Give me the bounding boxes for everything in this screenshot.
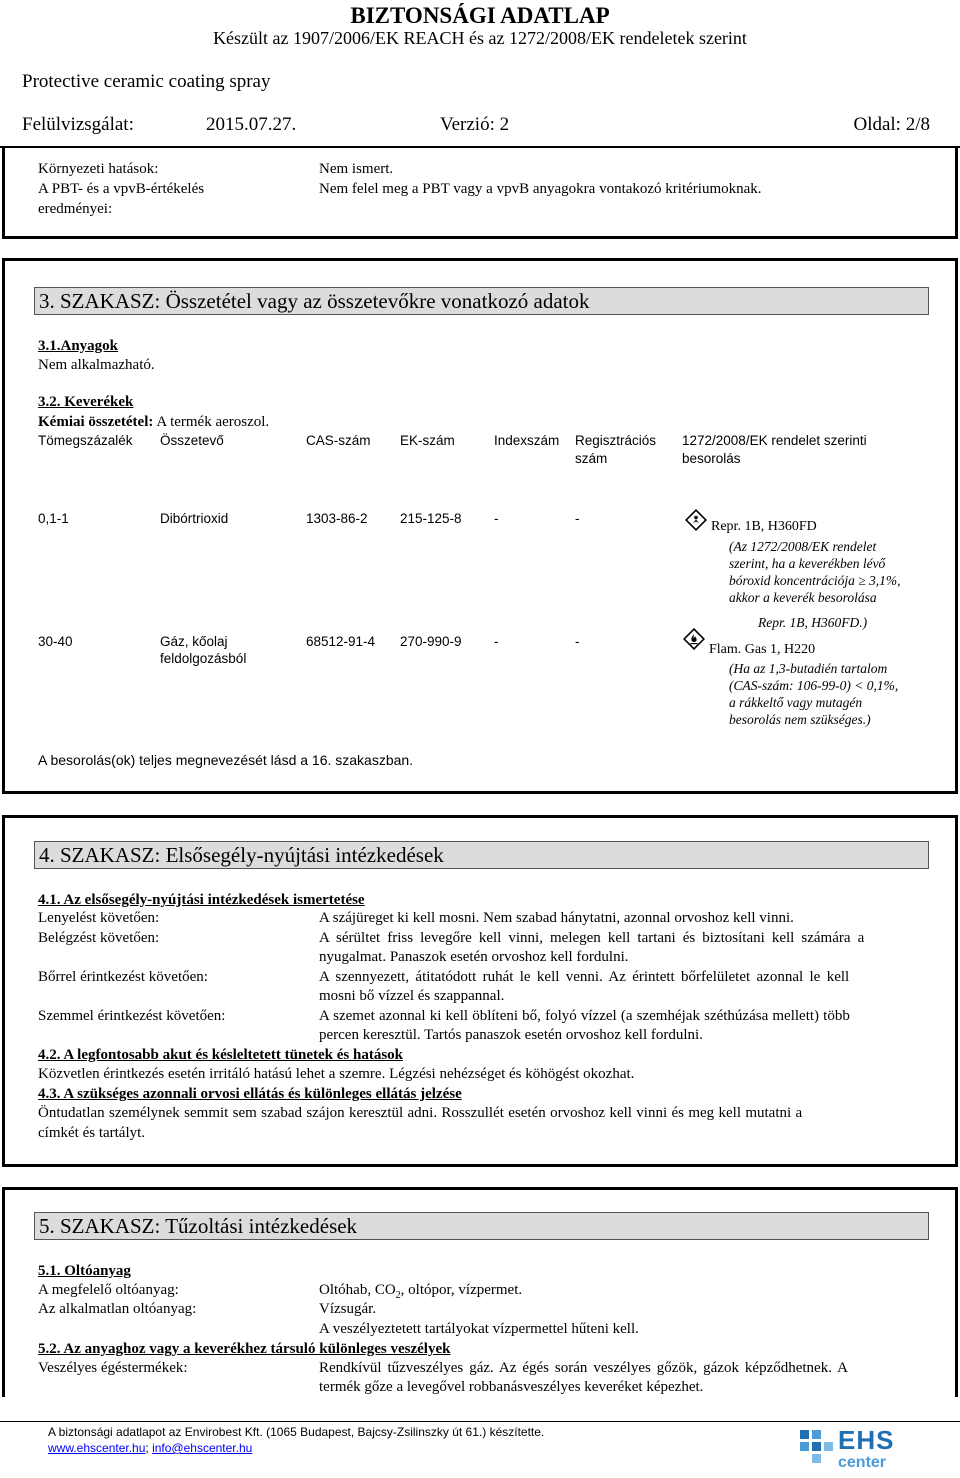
s3-frame-bottom	[2, 791, 958, 794]
row1-note-3: bóroxid koncentrációja ≥ 3,1%,	[729, 573, 901, 588]
suitable-value-b: , oltópor, vízpermet.	[400, 1282, 523, 1298]
footer-separator: ;	[145, 1441, 153, 1455]
product-name: Protective ceramic coating spray	[22, 71, 271, 92]
col-classification: 1272/2008/EK rendelet szerinti	[682, 433, 867, 448]
col-ek: EK-szám	[400, 433, 455, 448]
s3-footnote: A besorolás(ok) teljes megnevezését lásd a 16. szakaszban.	[38, 752, 414, 768]
row2-index: -	[494, 634, 499, 649]
footer-divider	[0, 1421, 960, 1422]
document-title: BIZTONSÁGI ADATLAP	[350, 3, 610, 28]
row1-note-2: szerint, ha a keverékben lévő	[729, 556, 886, 571]
s4-item2-text-2: nyugalmat. Panaszok esetén orvoshoz kell fordulni.	[319, 949, 629, 965]
s4-item1-label: Lenyelést követően:	[38, 910, 160, 926]
s3-sub1: 3.1.Anyagok	[38, 338, 119, 354]
footer-author: A biztonsági adatlapot az Envirobest Kft. (1065 Budapest, Bajcsy-Zsilinszky út 61.) készítette.	[48, 1425, 545, 1439]
row2-note-1: (Ha az 1,3-butadién tartalom	[729, 661, 888, 676]
col-cas: CAS-szám	[306, 433, 371, 448]
ehs-logo	[800, 1427, 928, 1473]
env-label-2a: A PBT- és a vpvB-értékelés	[38, 181, 205, 197]
footer-email-link[interactable]: info@ehscenter.hu	[152, 1441, 253, 1455]
suitable-value	[319, 1281, 522, 1302]
chem-label: Kémiai összetétel:	[38, 414, 154, 430]
s5-sub2: 5.2. Az anyaghoz vagy a keverékhez társuló különleges veszélyek	[38, 1341, 451, 1357]
env-value-2: Nem felel meg a PBT vagy a vpvB anyagokra vontakozó kritériumoknak.	[319, 181, 762, 197]
unsuitable-value-2: A veszélyeztetett tartályokat vízpermettel hűteni kell.	[319, 1321, 639, 1337]
health-hazard-icon	[685, 509, 707, 531]
env-frame-bottom	[2, 236, 958, 239]
col-classification-2: besorolás	[682, 451, 741, 466]
row2-name: Gáz, kőolaj	[160, 634, 228, 649]
hazard-text-1: Rendkívül tűzveszélyes gáz. Az égés során veszélyes gőzök, gázok képződhetnek. A	[319, 1360, 848, 1376]
page-number: Oldal: 2/8	[853, 114, 930, 135]
s4-sub3-text-1: Öntudatlan személynek semmit sem szabad szájon keresztül adni. Rosszullét esetén orvoshoz kell vinni és meg kell mutatni a	[38, 1105, 803, 1121]
row2-ek: 270-990-9	[400, 634, 462, 649]
s4-frame-bottom	[2, 1164, 958, 1167]
revision-date: 2015.07.27.	[206, 114, 297, 135]
hazard-text-2: termék gőze a levegővel robbanásveszélyes keveréket képezhet.	[319, 1379, 704, 1395]
suitable-label: A megfelelő oltóanyag:	[38, 1282, 179, 1298]
s4-item2-text-1: A sérültet friss levegőre kell vinni, melegen kell tartani és biztosítani kell számára a	[319, 930, 865, 946]
s4-item4-text-2: percen keresztül. Tartós panaszok esetén orvoshoz kell fordulni.	[319, 1027, 703, 1043]
s3-heading: 3. SZAKASZ: Összetétel vagy az összetevőkre vonatkozó adatok	[34, 287, 929, 315]
row1-reg: -	[575, 511, 580, 526]
s4-sub3-text-2: címkét és tartályt.	[38, 1125, 146, 1141]
s3-sub1-text: Nem alkalmazható.	[38, 357, 155, 373]
suitable-value-a: Oltóhab, CO	[319, 1282, 396, 1298]
row2-cas: 68512-91-4	[306, 634, 376, 649]
row1-classification: Repr. 1B, H360FD	[711, 519, 817, 534]
s4-item4-text-1: A szemet azonnal ki kell öblíteni bő, folyó vízzel (a szemhéjak széthúzása mellett) több	[319, 1008, 850, 1024]
unsuitable-label: Az alkalmatlan oltóanyag:	[38, 1301, 197, 1317]
row2-reg: -	[575, 634, 580, 649]
flame-icon	[683, 628, 705, 650]
row1-note-1: (Az 1272/2008/EK rendelet	[729, 539, 877, 554]
s5-heading: 5. SZAKASZ: Tűzoltási intézkedések	[34, 1212, 929, 1240]
row1-note-4: akkor a keverék besorolása	[729, 590, 877, 605]
s4-item3-text-2: mosni bő vízzel és szappannal.	[319, 988, 505, 1004]
s4-sub3: 4.3. A szükséges azonnali orvosi ellátás és különleges ellátás jelzése	[38, 1086, 462, 1102]
col-registration-2: szám	[575, 451, 608, 466]
version: Verzió: 2	[440, 114, 510, 135]
col-component: Összetevő	[160, 433, 224, 448]
s3-sub2: 3.2. Keverékek	[38, 394, 134, 410]
chem-composition	[38, 413, 269, 431]
s4-item3-text-1: A szennyezett, átitatódott ruhát le kell venni. Az érintett bőrfelületet azonnal le kell	[319, 969, 850, 985]
row2-name-2: feldolgozásból	[160, 651, 247, 666]
footer-contacts	[48, 1441, 252, 1455]
row1-index: -	[494, 511, 499, 526]
s4-sub1: 4.1. Az elsősegély-nyújtási intézkedések ismertetése	[38, 892, 365, 908]
s4-heading: 4. SZAKASZ: Elsősegély-nyújtási intézkedések	[34, 841, 929, 869]
ehs-logo-bottom: center	[838, 1454, 887, 1471]
env-value-1: Nem ismert.	[319, 161, 394, 177]
row1-name: Dibórtrioxid	[160, 511, 229, 526]
s4-item3-label: Bőrrel érintkezést követően:	[38, 969, 208, 985]
ehs-logo-icon	[800, 1430, 834, 1470]
col-weight: Tömegszázalék	[38, 433, 133, 448]
row2-classification: Flam. Gas 1, H220	[709, 642, 816, 657]
env-label-1: Környezeti hatások:	[38, 161, 159, 177]
col-registration: Regisztrációs	[575, 433, 657, 448]
s4-sub2-text: Közvetlen érintkezés esetén irritáló hatású lehet a szemre. Légzési nehézséget és köhögést okozhat.	[38, 1066, 635, 1082]
chem-value: A termék aeroszol.	[156, 414, 270, 430]
unsuitable-value: Vízsugár.	[319, 1301, 377, 1317]
col-index: Indexszám	[494, 433, 560, 448]
row2-note-2: (CAS-szám: 106-99-0) < 0,1%,	[729, 678, 899, 693]
s4-item1-text: A szájüreget ki kell mosni. Nem szabad hánytatni, azonnal orvoshoz kell vinni.	[319, 910, 794, 926]
env-label-2b: eredményei:	[38, 201, 113, 217]
s4-item4-label: Szemmel érintkezést követően:	[38, 1008, 226, 1024]
s5-sub1: 5.1. Oltóanyag	[38, 1263, 131, 1279]
row2-note-3: a rákkeltő vagy mutagén	[729, 695, 863, 710]
row2-pct: 30-40	[38, 634, 73, 649]
row2-note-4: besorolás nem szükséges.)	[729, 712, 871, 727]
row1-note-5: Repr. 1B, H360FD.)	[758, 615, 868, 630]
footer-web-link[interactable]: www.ehscenter.hu	[48, 1441, 146, 1455]
revision-label: Felülvizsgálat:	[22, 114, 134, 135]
document-subtitle: Készült az 1907/2006/EK REACH és az 1272/2008/EK rendeletek szerint	[213, 28, 747, 48]
s4-item2-label: Belégzést követően:	[38, 930, 160, 946]
row1-cas: 1303-86-2	[306, 511, 368, 526]
row1-pct: 0,1-1	[38, 511, 69, 526]
row1-ek: 215-125-8	[400, 511, 462, 526]
ehs-logo-top: EHS	[838, 1425, 895, 1455]
suitable-value-sub: 2	[395, 1290, 401, 1301]
s4-sub2: 4.2. A legfontosabb akut és késleltetett tünetek és hatások	[38, 1047, 404, 1063]
hazard-label: Veszélyes égéstermékek:	[38, 1360, 188, 1376]
